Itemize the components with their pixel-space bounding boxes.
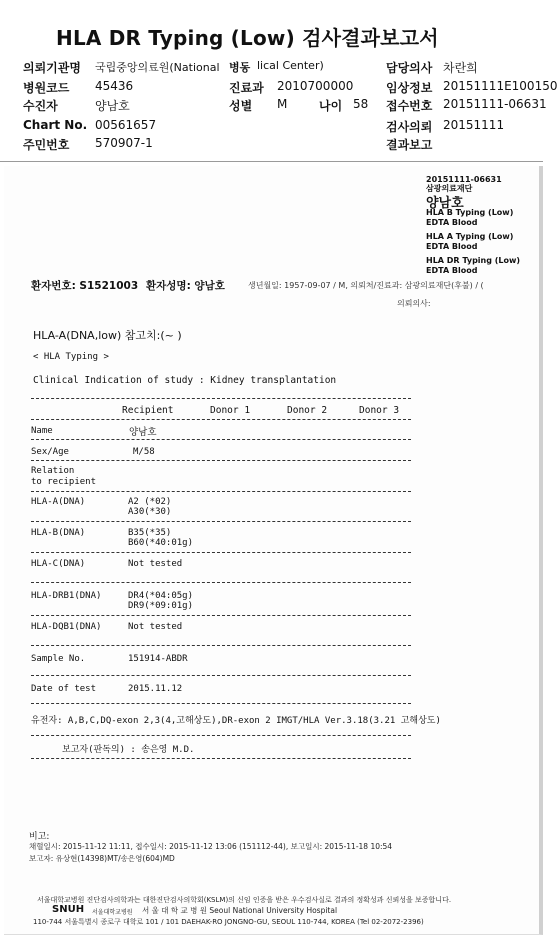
sticker-test-2: HLA A Typing (Low) <box>426 232 514 241</box>
table-rule <box>31 703 411 704</box>
test-date-label: Date of test <box>31 684 97 694</box>
row-drb1-label: HLA-DRB1(DNA) <box>31 591 102 601</box>
row-name-label: Name <box>31 426 53 436</box>
table-rule <box>31 460 411 461</box>
resident-value: 570907-1 <box>95 136 153 150</box>
row-hla-a-label: HLA-A(DNA) <box>31 497 86 507</box>
clinical-info-value: 20151111E100150 <box>443 79 557 93</box>
snuh-logo-small: 서울대학교병원 <box>92 909 133 916</box>
table-rule <box>31 491 411 492</box>
snuh-logo: SNUH <box>52 904 85 915</box>
col-donor-2: Donor 2 <box>287 405 328 416</box>
certification: 서울대학교병원 진단검사의학과는 대한진단검사의학회(KSLM)의 신임 인증을 받은 우수검사실로 결과의 정확성과 신뢰성을 보증합니다. <box>37 896 452 904</box>
receipt-label: 접수번호 <box>386 99 433 113</box>
col-recipient: Recipient <box>122 405 174 416</box>
ward-label-overlap: 병동 <box>229 61 251 74</box>
report-tag: < HLA Typing > <box>33 352 109 362</box>
sticker-lab: 삼광의료재단 <box>426 184 473 193</box>
hospital-code-value: 45436 <box>95 79 134 93</box>
patient-value: 양남호 <box>95 99 130 113</box>
table-rule <box>31 398 411 399</box>
row-hla-b-label: HLA-B(DNA) <box>31 528 86 538</box>
chart-label: Chart No. <box>23 118 88 132</box>
hospital-name: 서 울 대 학 교 병 원 Seoul National University Hospital <box>142 906 338 915</box>
table-rule <box>31 675 411 676</box>
page-title: HLA DR Typing (Low) 검사결과보고서 <box>56 26 439 50</box>
col-donor-3: Donor 3 <box>359 405 400 416</box>
receipt-value: 20151111-06631 <box>443 97 547 111</box>
row-dqb1-value: Not tested <box>128 622 183 632</box>
row-drb1-value-2: DR9(*09:01g) <box>128 601 194 611</box>
resident-label: 주민번호 <box>23 138 70 152</box>
patient-number: 환자번호: S1521003 <box>31 280 139 292</box>
exam-request-value: 20151111 <box>443 118 505 132</box>
result-report-label: 결과보고 <box>386 138 433 152</box>
age-value: 58 <box>353 97 369 111</box>
row-hla-b-value-1: B35(*35) <box>128 528 172 538</box>
table-rule <box>31 552 411 553</box>
patient-birth-info: 생년월일: 1957-09-07 / M, 의뢰처/진료과: 삼광의료재단(후불) / ( <box>248 281 484 290</box>
rule <box>31 735 411 736</box>
row-sexage-value: M/58 <box>133 447 155 457</box>
section-title: HLA-A(DNA,low) 참고치:(~ ) <box>33 329 182 342</box>
timestamps: 채혈일시: 2015-11-12 11:11, 접수일시: 2015-11-12 13:06 (151112-44), 보고일시: 2015-11-18 10:54 <box>29 842 393 851</box>
rule <box>31 758 411 759</box>
table-rule <box>31 439 411 440</box>
institution-value-cont: lical Center) <box>257 59 324 72</box>
exam-request-label: 검사의뢰 <box>386 120 433 134</box>
row-hla-b-value-2: B60(*40:01g) <box>128 538 194 548</box>
sex-value: M <box>277 97 288 111</box>
dept-value: 2010700000 <box>277 79 354 93</box>
reporter-footer: 보고자: 유상현(14398)MT/송은영(604)MD <box>29 854 175 863</box>
sticker-name: 양남호 <box>426 196 464 211</box>
row-sexage-label: Sex/Age <box>31 447 69 457</box>
doctor-label: 담당의사 <box>386 61 433 75</box>
sex-label: 성별 <box>229 99 253 113</box>
sticker-blood-1: EDTA Blood <box>426 218 478 227</box>
age-label: 나이 <box>319 99 343 113</box>
row-dqb1-label: HLA-DQB1(DNA) <box>31 622 102 632</box>
table-rule <box>31 521 411 522</box>
sample-label: Sample No. <box>31 654 86 664</box>
sticker-test-1: HLA B Typing (Low) <box>426 208 514 217</box>
hospital-code-label: 병원코드 <box>23 81 70 95</box>
sticker-blood-3: EDTA Blood <box>426 266 478 275</box>
row-relation-label: Relation <box>31 466 75 476</box>
dept-label: 진료과 <box>229 81 264 95</box>
row-relation-label-2: to recipient <box>31 477 97 487</box>
reporter: 보고자(판독의) : 송은영 M.D. <box>62 745 195 755</box>
institution-value: 국립중앙의료원(National <box>95 61 220 74</box>
patient-name: 환자성명: 양남호 <box>146 280 225 292</box>
test-date-value: 2015.11.12 <box>128 684 183 694</box>
sample-value: 151914-ABDR <box>128 654 188 664</box>
row-hla-c-value: Not tested <box>128 559 183 569</box>
patient-label: 수진자 <box>23 99 58 113</box>
header-divider <box>0 161 543 162</box>
table-rule <box>31 419 411 420</box>
chart-value: 00561657 <box>95 118 157 132</box>
row-hla-c-label: HLA-C(DNA) <box>31 559 86 569</box>
row-drb1-value-1: DR4(*04:05g) <box>128 591 194 601</box>
row-hla-a-value-2: A30(*30) <box>128 507 172 517</box>
remark-label: 비고: <box>29 832 50 842</box>
row-hla-a-value-1: A2 (*02) <box>128 497 172 507</box>
gene-info: 유전자: A,B,C,DQ-exon 2,3(4,고해상도),DR-exon 2 IMGT/HLA Ver.3.18(3.21 고해상도) <box>31 716 441 726</box>
sticker-blood-2: EDTA Blood <box>426 242 478 251</box>
clinical-info-label: 임상정보 <box>386 81 433 95</box>
doctor-value: 차란희 <box>443 61 478 75</box>
row-name-value: 양남호 <box>129 427 157 438</box>
requesting-doctor: 의뢰의사: <box>397 299 431 308</box>
table-rule <box>31 645 411 646</box>
clinical-indication: Clinical Indication of study : Kidney transplantation <box>33 375 337 386</box>
sticker-test-3: HLA DR Typing (Low) <box>426 256 521 265</box>
institution-label: 의뢰기관명 <box>23 61 81 75</box>
hospital-address: 110-744 서울특별시 종로구 대학로 101 / 101 DAEHAK-RO JONGNO-GU, SEOUL 110-744, KOREA (Tel 02-2072-2396) <box>33 918 424 926</box>
sticker-receipt: 20151111-06631 <box>426 175 502 184</box>
table-rule <box>31 582 411 583</box>
table-rule <box>31 615 411 616</box>
col-donor-1: Donor 1 <box>210 405 251 416</box>
